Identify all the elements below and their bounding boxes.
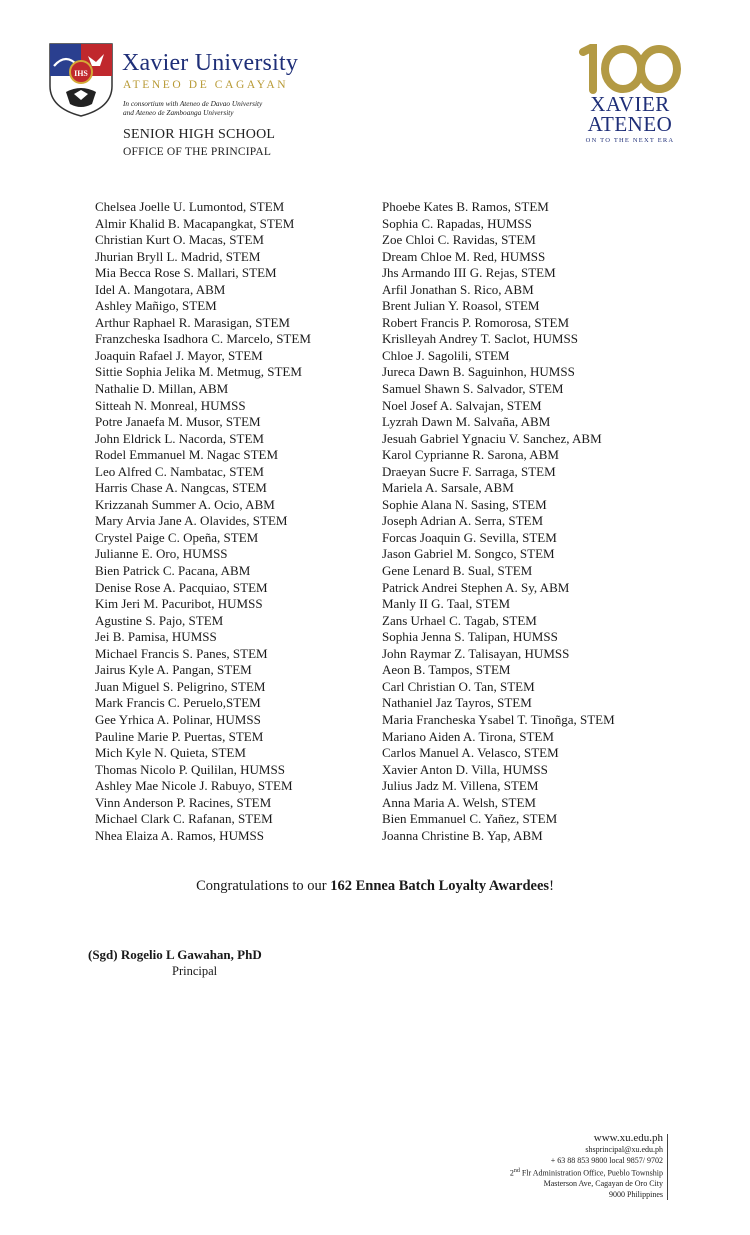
footer-street: Masterson Ave, Cagayan de Oro City — [543, 1179, 663, 1189]
awardee-name: Chelsea Joelle U. Lumontod, STEM — [95, 199, 285, 214]
awardee-name: Kim Jeri M. Pacuribot, HUMSS — [95, 596, 263, 612]
awardee-name: Krislleyah Andrey T. Saclot, HUMSS — [382, 331, 578, 347]
awardee-name: Noel Josef A. Salvajan, STEM — [382, 397, 542, 413]
centennial-tagline: ON TO THE NEXT ERA — [585, 137, 675, 144]
awardee-name: Jairus Kyle A. Pangan, STEM — [95, 662, 252, 678]
awardee-name: Dream Chloe M. Red, HUMSS — [382, 248, 546, 264]
awardee-name: Mariano Aiden A. Tirona, STEM — [382, 728, 554, 744]
awardee-name: Phoebe Kates B. Ramos, STEM — [382, 199, 549, 214]
awardee-name: Sophia C. Rapadas, HUMSS — [382, 215, 532, 231]
awardee-name: Maria Francheska Ysabel T. Tinoñga, STEM — [382, 711, 615, 727]
awardee-name: Mia Becca Rose S. Mallari, STEM — [95, 265, 277, 281]
contact-footer — [510, 1132, 663, 1201]
crest-letters: IHS — [74, 69, 88, 78]
awardee-name: Thomas Nicolo P. Quililan, HUMSS — [95, 761, 285, 777]
awardee-name: Nathalie D. Millan, ABM — [95, 381, 229, 397]
awardee-name: Jesuah Gabriel Ygnaciu V. Sanchez, ABM — [382, 430, 602, 446]
awardee-name: Gene Lenard B. Sual, STEM — [382, 563, 533, 579]
consortium-line-2: and Ateneo de Zamboanga University — [123, 108, 234, 117]
awardee-name: Julius Jadz M. Villena, STEM — [382, 778, 539, 794]
awardee-name: Sittie Sophia Jelika M. Metmug, STEM — [95, 364, 302, 380]
footer-postal: 9000 Philippines — [608, 1190, 663, 1200]
office-heading: OFFICE OF THE PRINCIPAL — [123, 146, 272, 158]
awardee-name: Mich Kyle N. Quieta, STEM — [95, 745, 246, 761]
awardee-name: Manly II G. Taal, STEM — [382, 596, 511, 612]
awardee-name: Franzcheska Isadhora C. Marcelo, STEM — [95, 331, 311, 347]
awardee-name: Potre Janaefa M. Musor, STEM — [95, 414, 261, 430]
awardee-name: John Raymar Z. Talisayan, HUMSS — [382, 645, 570, 661]
awardee-name: Mary Arvia Jane A. Olavides, STEM — [95, 513, 288, 529]
awardee-name: Almir Khalid B. Macapangkat, STEM — [95, 215, 295, 231]
consortium-line-1: In consortium with Ateneo de Davao University — [123, 99, 263, 108]
centennial-logo — [572, 44, 688, 144]
awardee-name: Michael Clark C. Rafanan, STEM — [95, 811, 273, 827]
awardee-name: Bien Patrick C. Pacana, ABM — [95, 563, 251, 579]
awardee-name: Julianne E. Oro, HUMSS — [95, 546, 228, 562]
awardee-name: Krizzanah Summer A. Ocio, ABM — [95, 496, 275, 512]
awardee-name: Samuel Shawn S. Salvador, STEM — [382, 381, 564, 397]
centennial-100-mark — [577, 44, 683, 94]
awardee-name: Juan Miguel S. Peligrino, STEM — [95, 678, 266, 694]
awardee-name: Anna Maria A. Welsh, STEM — [382, 794, 536, 810]
university-subtitle: ATENEO DE CAGAYAN — [123, 79, 289, 91]
footer-floor: 2 — [509, 1168, 514, 1178]
awardee-name: Ashley Mae Nicole J. Rabuyo, STEM — [95, 778, 293, 794]
awardee-name: Jureca Dawn B. Saguinhon, HUMSS — [382, 364, 575, 380]
footer-website[interactable]: www.xu.edu.ph — [593, 1132, 663, 1144]
footer-phone: + 63 88 853 9800 local 9857/ 9702 — [550, 1155, 663, 1165]
awardee-name: Idel A. Mangotara, ABM — [95, 281, 226, 297]
awardee-name: Mark Francis C. Peruelo,STEM — [95, 695, 261, 711]
congrats-prefix: Congratulations to our — [196, 878, 331, 894]
awardee-name: Jei B. Pamisa, HUMSS — [95, 629, 217, 645]
awardee-name: Jhs Armando III G. Rejas, STEM — [382, 265, 556, 281]
awardee-name: Zans Urhael C. Tagab, STEM — [382, 612, 537, 628]
awardee-name: Agustine S. Pajo, STEM — [95, 612, 224, 628]
awardee-name: Chloe J. Sagolili, STEM — [382, 347, 510, 363]
awardee-name: Crystel Paige C. Opeña, STEM — [95, 529, 259, 545]
awardee-name: Rodel Emmanuel M. Nagac STEM — [95, 447, 279, 463]
awardee-name: Pauline Marie P. Puertas, STEM — [95, 728, 264, 744]
awardee-name: Ashley Mañigo, STEM — [95, 298, 217, 314]
footer-office — [510, 1166, 663, 1179]
awardee-list-left — [95, 199, 311, 844]
awardee-name: Forcas Joaquin G. Sevilla, STEM — [382, 529, 557, 545]
congratulations-line — [0, 878, 750, 895]
congrats-awardees: 162 Ennea Batch Loyalty Awardees — [330, 878, 550, 894]
awardee-name: Brent Julian Y. Roasol, STEM — [382, 298, 540, 314]
footer-divider — [667, 1134, 668, 1200]
awardee-name: Lyzrah Dawn M. Salvaña, ABM — [382, 414, 551, 430]
awardee-name: Nhea Elaiza A. Ramos, HUMSS — [95, 827, 264, 843]
awardee-name: Jason Gabriel M. Songco, STEM — [382, 546, 555, 562]
awardee-name: Joseph Adrian A. Serra, STEM — [382, 513, 544, 529]
awardee-name: Vinn Anderson P. Racines, STEM — [95, 794, 272, 810]
footer-office-rest: Flr Administration Office, Pueblo Township — [519, 1168, 663, 1178]
awardee-name: Robert Francis P. Romorosa, STEM — [382, 314, 570, 330]
awardee-name: Carlos Manuel A. Velasco, STEM — [382, 745, 559, 761]
awardee-name: Draeyan Sucre F. Sarraga, STEM — [382, 463, 556, 479]
awardee-name: Bien Emmanuel C. Yañez, STEM — [382, 811, 558, 827]
awardee-name: Aeon B. Tampos, STEM — [382, 662, 511, 678]
awardee-name: Patrick Andrei Stephen A. Sy, ABM — [382, 579, 570, 595]
signatory-name: (Sgd) Rogelio L Gawahan, PhD — [88, 947, 262, 962]
awardee-name: Harris Chase A. Nangcas, STEM — [95, 480, 267, 496]
centennial-ateneo: ATENEO — [587, 112, 673, 136]
university-name: Xavier University — [122, 50, 299, 76]
awardee-list-right — [382, 199, 615, 844]
awardee-name: Sitteah N. Monreal, HUMSS — [95, 397, 246, 413]
awardee-name: Joanna Christine B. Yap, ABM — [382, 827, 543, 843]
awardee-name: Mariela A. Sarsale, ABM — [382, 480, 514, 496]
consortium-note — [123, 99, 262, 117]
awardee-name: Jhurian Bryll L. Madrid, STEM — [95, 248, 261, 264]
congrats-suffix: ! — [549, 878, 554, 894]
awardee-name: Denise Rose A. Pacquiao, STEM — [95, 579, 268, 595]
awardee-name: Sophia Jenna S. Talipan, HUMSS — [382, 629, 558, 645]
awardee-name: Sophie Alana N. Sasing, STEM — [382, 496, 547, 512]
awardee-name: Joaquin Rafael J. Mayor, STEM — [95, 347, 263, 363]
awardee-name: Arthur Raphael R. Marasigan, STEM — [95, 314, 290, 330]
awardee-name: Michael Francis S. Panes, STEM — [95, 645, 268, 661]
awardee-name: Carl Christian O. Tan, STEM — [382, 678, 535, 694]
school-heading: SENIOR HIGH SCHOOL — [123, 127, 276, 142]
university-crest-logo — [48, 42, 114, 118]
awardee-name: Leo Alfred C. Nambatac, STEM — [95, 463, 264, 479]
awardee-name: Xavier Anton D. Villa, HUMSS — [382, 761, 548, 777]
awardee-name: Karol Cyprianne R. Sarona, ABM — [382, 447, 559, 463]
awardee-name: Nathaniel Jaz Tayros, STEM — [382, 695, 532, 711]
footer-floor-suffix: nd — [513, 1168, 520, 1175]
awardee-name: Arfil Jonathan S. Rico, ABM — [382, 281, 534, 297]
signatory-role: Principal — [172, 964, 218, 978]
awardee-name: Zoe Chloi C. Ravidas, STEM — [382, 232, 536, 248]
footer-email[interactable]: shsprincipal@xu.edu.ph — [585, 1145, 663, 1154]
awardee-name: Gee Yrhica A. Polinar, HUMSS — [95, 711, 261, 727]
centennial-xavier: XAVIER — [590, 92, 670, 116]
awardee-name: John Eldrick L. Nacorda, STEM — [95, 430, 264, 446]
awardee-name: Christian Kurt O. Macas, STEM — [95, 232, 264, 248]
